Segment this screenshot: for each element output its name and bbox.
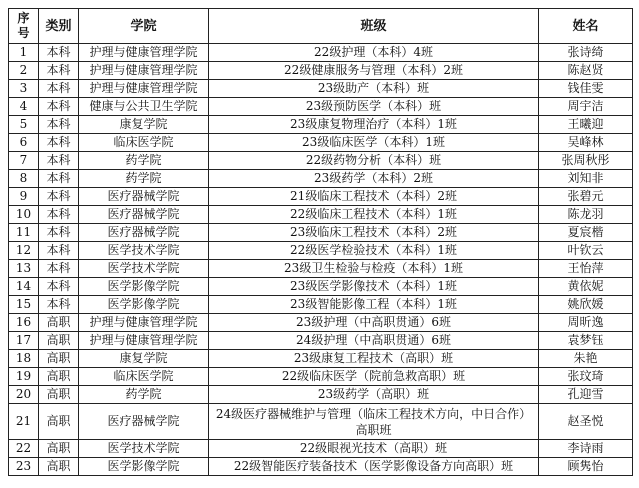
- row-name: 钱佳雯: [539, 80, 633, 98]
- table-row: [9, 242, 633, 260]
- row-class: 22级医学检验技术（本科）1班: [209, 242, 539, 260]
- table-row: [9, 260, 633, 278]
- table-row: [9, 170, 633, 188]
- row-college: 护理与健康管理学院: [79, 80, 209, 98]
- table-row: [9, 44, 633, 62]
- row-college: 健康与公共卫生学院: [79, 98, 209, 116]
- row-number: 7: [9, 152, 39, 170]
- row-number: 11: [9, 224, 39, 242]
- row-name: 陈龙羽: [539, 206, 633, 224]
- row-name: 吴峰林: [539, 134, 633, 152]
- row-college: 医疗器械学院: [79, 404, 209, 440]
- row-number: 4: [9, 98, 39, 116]
- row-college: 医学影像学院: [79, 296, 209, 314]
- row-class: 24级医疗器械维护与管理（临床工程技术方向，中日合作）高职班: [209, 404, 539, 440]
- row-number: 1: [9, 44, 39, 62]
- row-name: 张周秋彤: [539, 152, 633, 170]
- table-row: [9, 206, 633, 224]
- row-name: 王怡萍: [539, 260, 633, 278]
- row-class: 22级智能医疗装备技术（医学影像设备方向高职）班: [209, 458, 539, 476]
- header-seq: 序号: [9, 9, 39, 44]
- row-number: 6: [9, 134, 39, 152]
- row-college: 康复学院: [79, 116, 209, 134]
- row-name: 王曦迎: [539, 116, 633, 134]
- row-number: 20: [9, 386, 39, 404]
- row-name: 孔迎雪: [539, 386, 633, 404]
- row-college: 临床医学院: [79, 134, 209, 152]
- row-category: 本科: [39, 242, 79, 260]
- row-class: 23级临床医学（本科）1班: [209, 134, 539, 152]
- row-class: 23级临床工程技术（本科）2班: [209, 224, 539, 242]
- row-class: 22级健康服务与管理（本科）2班: [209, 62, 539, 80]
- row-college: 药学院: [79, 170, 209, 188]
- row-college: 医学影像学院: [79, 458, 209, 476]
- row-category: 本科: [39, 98, 79, 116]
- row-class: 24级护理（中高职贯通）6班: [209, 332, 539, 350]
- row-name: 李诗雨: [539, 440, 633, 458]
- row-category: 高职: [39, 458, 79, 476]
- table-row: [9, 116, 633, 134]
- row-number: 10: [9, 206, 39, 224]
- row-name: 陈赵贤: [539, 62, 633, 80]
- row-name: 夏宸楷: [539, 224, 633, 242]
- row-number: 18: [9, 350, 39, 368]
- row-number: 15: [9, 296, 39, 314]
- row-college: 药学院: [79, 386, 209, 404]
- row-class: 23级医学影像技术（本科）1班: [209, 278, 539, 296]
- row-category: 本科: [39, 170, 79, 188]
- row-category: 本科: [39, 80, 79, 98]
- row-number: 19: [9, 368, 39, 386]
- student-list-table: [8, 8, 633, 476]
- row-number: 21: [9, 404, 39, 440]
- row-college: 临床医学院: [79, 368, 209, 386]
- row-category: 本科: [39, 116, 79, 134]
- row-number: 2: [9, 62, 39, 80]
- table-row: [9, 440, 633, 458]
- row-class: 23级智能影像工程（本科）1班: [209, 296, 539, 314]
- table-row: [9, 458, 633, 476]
- row-category: 本科: [39, 278, 79, 296]
- row-name: 顾隽怡: [539, 458, 633, 476]
- row-category: 本科: [39, 224, 79, 242]
- row-name: 周宇洁: [539, 98, 633, 116]
- table-row: [9, 98, 633, 116]
- row-number: 8: [9, 170, 39, 188]
- row-name: 朱艳: [539, 350, 633, 368]
- row-college: 康复学院: [79, 350, 209, 368]
- table-row: [9, 386, 633, 404]
- row-name: 刘知非: [539, 170, 633, 188]
- table-row: [9, 152, 633, 170]
- row-category: 本科: [39, 62, 79, 80]
- row-college: 医学技术学院: [79, 242, 209, 260]
- row-category: 本科: [39, 260, 79, 278]
- row-class: 21级临床工程技术（本科）2班: [209, 188, 539, 206]
- row-college: 护理与健康管理学院: [79, 62, 209, 80]
- row-name: 姚欣媛: [539, 296, 633, 314]
- row-category: 本科: [39, 44, 79, 62]
- row-name: 赵圣悦: [539, 404, 633, 440]
- header-name: 姓名: [539, 9, 633, 44]
- row-class: 23级预防医学（本科）班: [209, 98, 539, 116]
- row-number: 3: [9, 80, 39, 98]
- row-category: 高职: [39, 332, 79, 350]
- table-header-row: [9, 9, 633, 44]
- row-category: 高职: [39, 386, 79, 404]
- row-class: 23级卫生检验与检疫（本科）1班: [209, 260, 539, 278]
- row-college: 护理与健康管理学院: [79, 44, 209, 62]
- row-number: 22: [9, 440, 39, 458]
- row-college: 护理与健康管理学院: [79, 314, 209, 332]
- table-body: [9, 44, 633, 476]
- row-class: 22级护理（本科）4班: [209, 44, 539, 62]
- row-class: 22级眼视光技术（高职）班: [209, 440, 539, 458]
- row-number: 14: [9, 278, 39, 296]
- row-class: 23级助产（本科）班: [209, 80, 539, 98]
- row-class: 23级康复物理治疗（本科）1班: [209, 116, 539, 134]
- row-number: 9: [9, 188, 39, 206]
- row-name: 张诗绮: [539, 44, 633, 62]
- row-college: 医疗器械学院: [79, 224, 209, 242]
- row-name: 张玟琦: [539, 368, 633, 386]
- row-college: 医学影像学院: [79, 278, 209, 296]
- table-row: [9, 404, 633, 440]
- row-college: 医疗器械学院: [79, 206, 209, 224]
- row-class: 23级康复工程技术（高职）班: [209, 350, 539, 368]
- row-name: 张碧元: [539, 188, 633, 206]
- header-class: 班级: [209, 9, 539, 44]
- row-class: 22级临床工程技术（本科）1班: [209, 206, 539, 224]
- row-name: 叶钦云: [539, 242, 633, 260]
- row-name: 黄依妮: [539, 278, 633, 296]
- row-category: 高职: [39, 440, 79, 458]
- row-number: 23: [9, 458, 39, 476]
- table-row: [9, 62, 633, 80]
- row-college: 医学技术学院: [79, 440, 209, 458]
- row-name: 袁梦钰: [539, 332, 633, 350]
- row-number: 12: [9, 242, 39, 260]
- table-row: [9, 278, 633, 296]
- row-college: 护理与健康管理学院: [79, 332, 209, 350]
- table-row: [9, 188, 633, 206]
- table-row: [9, 350, 633, 368]
- row-college: 医疗器械学院: [79, 188, 209, 206]
- row-category: 本科: [39, 296, 79, 314]
- table-row: [9, 296, 633, 314]
- table-row: [9, 224, 633, 242]
- row-college: 医学技术学院: [79, 260, 209, 278]
- row-number: 17: [9, 332, 39, 350]
- row-category: 本科: [39, 206, 79, 224]
- row-class: 23级护理（中高职贯通）6班: [209, 314, 539, 332]
- row-class: 23级药学（高职）班: [209, 386, 539, 404]
- table-row: [9, 332, 633, 350]
- table-row: [9, 368, 633, 386]
- header-college: 学院: [79, 9, 209, 44]
- table-row: [9, 314, 633, 332]
- row-category: 本科: [39, 134, 79, 152]
- row-category: 本科: [39, 188, 79, 206]
- table-row: [9, 134, 633, 152]
- row-college: 药学院: [79, 152, 209, 170]
- row-number: 5: [9, 116, 39, 134]
- row-class: 22级临床医学（院前急救高职）班: [209, 368, 539, 386]
- row-number: 16: [9, 314, 39, 332]
- row-category: 高职: [39, 404, 79, 440]
- row-name: 周昕逸: [539, 314, 633, 332]
- table-row: [9, 80, 633, 98]
- row-category: 高职: [39, 368, 79, 386]
- row-category: 高职: [39, 350, 79, 368]
- row-number: 13: [9, 260, 39, 278]
- row-category: 本科: [39, 152, 79, 170]
- header-category: 类别: [39, 9, 79, 44]
- row-category: 高职: [39, 314, 79, 332]
- row-class: 22级药物分析（本科）班: [209, 152, 539, 170]
- row-class: 23级药学（本科）2班: [209, 170, 539, 188]
